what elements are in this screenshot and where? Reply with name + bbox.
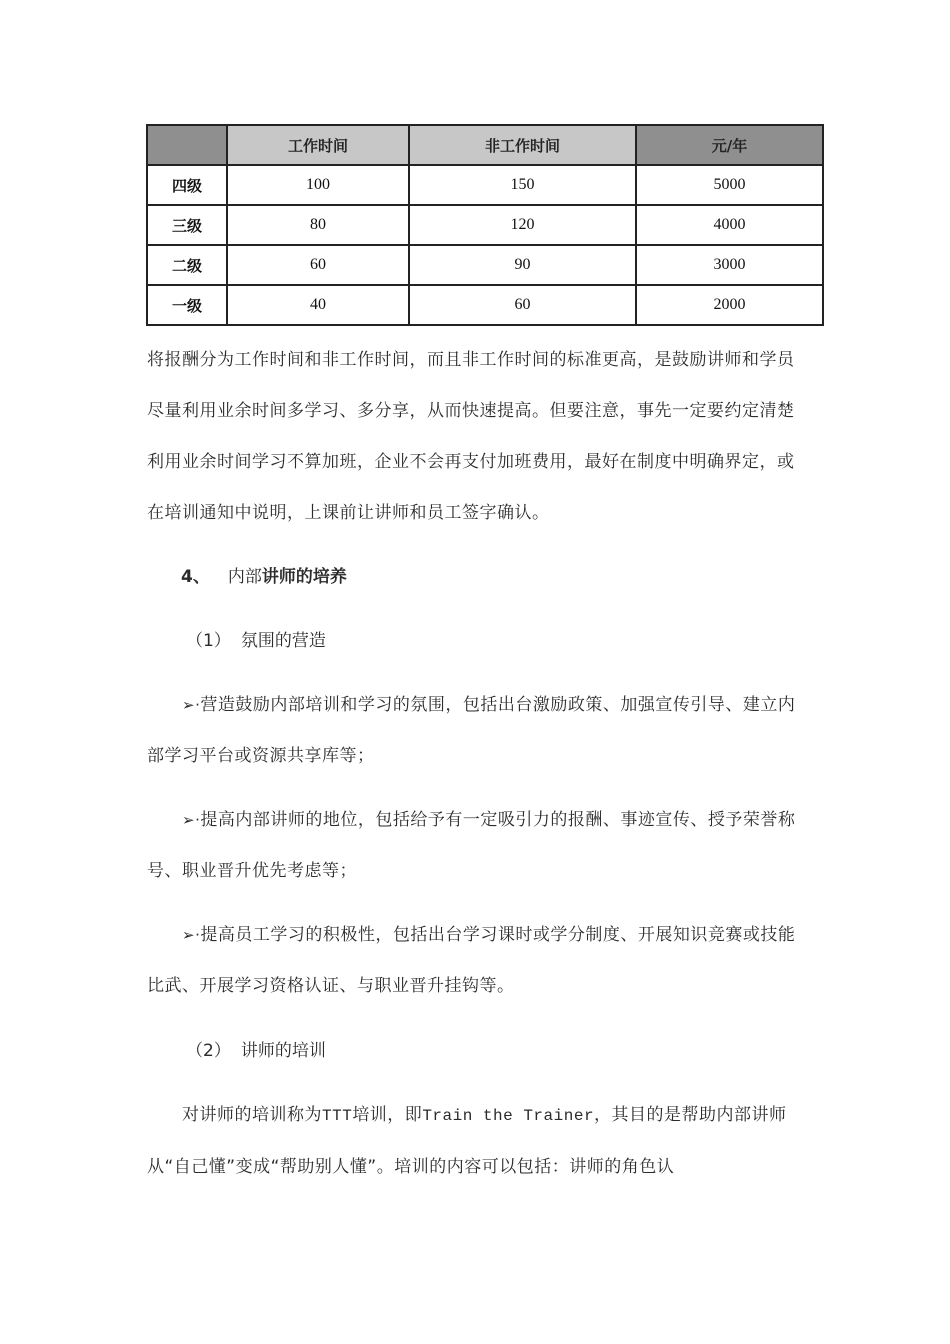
section-title: 讲师的培养 xyxy=(261,567,347,587)
table-cell: 80 xyxy=(227,205,409,245)
table-cell: 60 xyxy=(409,285,636,325)
subsection-title: 的营造 xyxy=(274,631,326,651)
table-cell: 3000 xyxy=(636,245,823,285)
table-cell: 90 xyxy=(409,245,636,285)
table-cell: 40 xyxy=(227,285,409,325)
table-cell: 150 xyxy=(409,165,636,205)
subsection-title: 的培训 xyxy=(274,1041,326,1061)
table-header-cell xyxy=(147,125,227,165)
table-row xyxy=(147,245,823,285)
bullet-item xyxy=(147,910,807,1012)
table-cell-level: 四级 xyxy=(147,165,227,205)
subsection-heading-2 xyxy=(186,1039,326,1063)
paragraph-pay-explanation: 将报酬分为工作时间和非工作时间，而且非工作时间的标准更高，是鼓励讲师和学员尽量利用业余时间多学习、多分享，从而快速提高。但要注意，事先一定要约定清楚利用业余时间学习不算加班，企业不会再支付加班费用，最好在制度中明确界定，或在培训通知中说明，上课前让讲师和员工签字确认。 xyxy=(147,350,795,523)
subsection-title-prefix: 氛围 xyxy=(240,631,275,651)
table-header-row xyxy=(147,125,823,165)
table-row xyxy=(147,205,823,245)
table-cell: 120 xyxy=(409,205,636,245)
subsection-number: （2） xyxy=(186,1041,231,1061)
table-cell: 2000 xyxy=(636,285,823,325)
bullet-text: 提高内部讲师的地位，包括给予有一定吸引力的报酬、事迹宣传、授予荣誉称号、职业晋升优先考虑等； xyxy=(147,810,796,881)
paragraph-ttt-training xyxy=(147,1090,807,1193)
section-number: 4、 xyxy=(181,567,210,587)
english-term: Train the Trainer xyxy=(422,1107,595,1125)
table-cell-level: 二级 xyxy=(147,245,227,285)
table-cell: 100 xyxy=(227,165,409,205)
subsection-number: （1） xyxy=(186,631,231,651)
table-cell: 5000 xyxy=(636,165,823,205)
subsection-title-prefix: 讲师 xyxy=(240,1041,275,1061)
bullet-item xyxy=(147,795,807,897)
table-header-cell: 元/年 xyxy=(636,125,823,165)
paragraph-text: ，其目的是帮助内部讲师从“自己懂”变成“帮助别人懂”。培训的内容可以包括：讲师的角色认 xyxy=(147,1105,787,1177)
table-cell-level: 一级 xyxy=(147,285,227,325)
table-header-cell: 工作时间 xyxy=(227,125,409,165)
subsection-heading-1 xyxy=(186,629,326,653)
ttt-term: TTT xyxy=(322,1107,353,1125)
section-heading-4 xyxy=(181,565,347,589)
bullet-item xyxy=(147,680,807,782)
bullet-text: 提高员工学习的积极性，包括出台学习课时或学分制度、开展知识竞赛或技能比武、开展学习资格认证、与职业晋升挂钩等。 xyxy=(147,925,796,996)
table-row xyxy=(147,165,823,205)
paragraph-text: 对讲师的培训称为 xyxy=(182,1105,322,1125)
table-row xyxy=(147,285,823,325)
section-title-prefix: 内部 xyxy=(227,567,262,587)
table-header-cell: 非工作时间 xyxy=(409,125,636,165)
table-cell: 60 xyxy=(227,245,409,285)
table-cell: 4000 xyxy=(636,205,823,245)
bullet-arrow-icon: ➢· xyxy=(182,811,201,829)
bullet-arrow-icon: ➢· xyxy=(182,696,201,714)
bullet-arrow-icon: ➢· xyxy=(182,926,201,944)
bullet-text: 营造鼓励内部培训和学习的氛围，包括出台激励政策、加强宣传引导、建立内部学习平台或资源共享库等； xyxy=(147,695,796,766)
paragraph-text: 培训，即 xyxy=(352,1105,423,1125)
lecturer-pay-table xyxy=(146,124,824,326)
table-cell-level: 三级 xyxy=(147,205,227,245)
